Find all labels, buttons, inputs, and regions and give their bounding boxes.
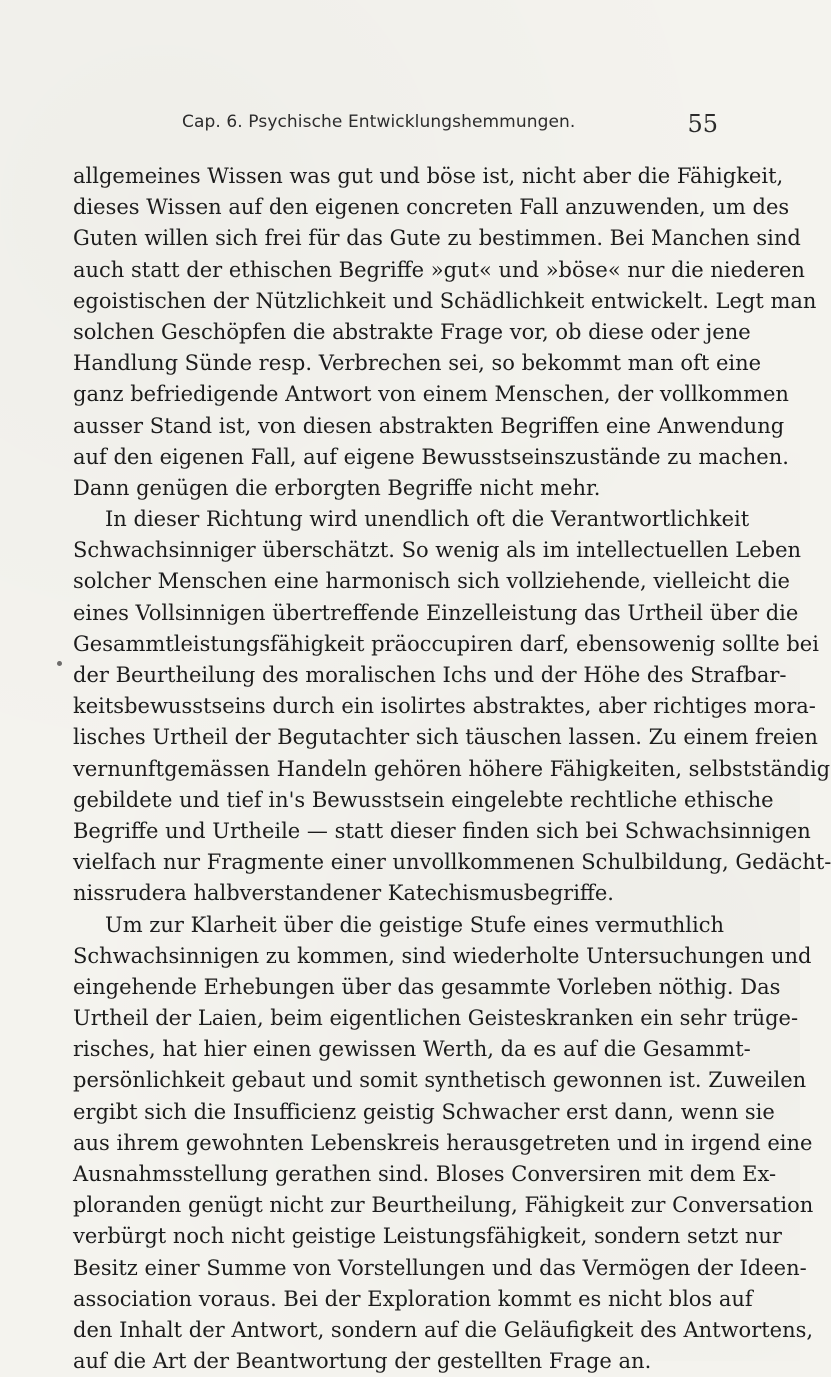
text-line: solcher Menschen eine harmonisch sich vollziehende, vielleicht die	[73, 566, 710, 597]
text-line: dieses Wissen auf den eigenen concreten Fall anzuwenden, um des	[73, 192, 710, 223]
text-line: Handlung Sünde resp. Verbrechen sei, so bekommt man oft eine	[73, 348, 710, 379]
text-line: verbürgt noch nicht geistige Leistungsfähigkeit, sondern setzt nur	[73, 1221, 710, 1252]
text-line: auch statt der ethischen Begriffe »gut« und »böse« nur die niederen	[73, 255, 710, 286]
text-line: vielfach nur Fragmente einer unvollkommenen Schulbildung, Gedächt-	[73, 847, 710, 878]
text-line: association voraus. Bei der Exploration kommt es nicht blos auf	[73, 1284, 710, 1315]
text-line: den Inhalt der Antwort, sondern auf die Geläufigkeit des Antwortens,	[73, 1315, 710, 1346]
text-line: auf den eigenen Fall, auf eigene Bewusstseinszustände zu machen.	[73, 442, 710, 473]
text-line: nissrudera halbverstandener Katechismusbegriffe.	[73, 878, 710, 909]
text-line: vernunftgemässen Handeln gehören höhere Fähigkeiten, selbstständig	[73, 754, 710, 785]
page-number: 55	[687, 110, 718, 138]
text-line: eines Vollsinnigen übertreffende Einzelleistung das Urtheil über die	[73, 598, 710, 629]
text-line: aus ihrem gewohnten Lebenskreis herausgetreten und in irgend eine	[73, 1128, 710, 1159]
page-header	[0, 104, 800, 144]
paragraph	[73, 910, 710, 1377]
text-line: risches, hat hier einen gewissen Werth, da es auf die Gesammt-	[73, 1034, 710, 1065]
text-line: Urtheil der Laien, beim eigentlichen Geisteskranken ein sehr trüge-	[73, 1003, 710, 1034]
running-head: Cap. 6. Psychische Entwicklungshemmungen.	[182, 112, 575, 132]
text-line: egoistischen der Nützlichkeit und Schädlichkeit entwickelt. Legt man	[73, 286, 710, 317]
text-line: allgemeines Wissen was gut und böse ist, nicht aber die Fähigkeit,	[73, 161, 710, 192]
text-line: auf die Art der Beantwortung der gestellten Frage an.	[73, 1346, 710, 1377]
text-line: ploranden genügt nicht zur Beurtheilung, Fähigkeit zur Conversation	[73, 1190, 710, 1221]
text-line: persönlichkeit gebaut und somit synthetisch gewonnen ist. Zuweilen	[73, 1065, 710, 1096]
text-line: Ausnahmsstellung gerathen sind. Bloses Conversiren mit dem Ex-	[73, 1159, 710, 1190]
text-line: der Beurtheilung des moralischen Ichs und der Höhe des Strafbar-	[73, 660, 710, 691]
text-line: Gesammtleistungsfähigkeit präoccupiren darf, ebensowenig sollte bei	[73, 629, 710, 660]
text-line: Dann genügen die erborgten Begriffe nicht mehr.	[73, 473, 710, 504]
text-line: ganz befriedigende Antwort von einem Menschen, der vollkommen	[73, 379, 710, 410]
margin-mark	[57, 661, 62, 666]
paragraph	[73, 504, 710, 909]
text-line: Besitz einer Summe von Vorstellungen und das Vermögen der Ideen-	[73, 1253, 710, 1284]
text-line: eingehende Erhebungen über das gesammte Vorleben nöthig. Das	[73, 972, 710, 1003]
text-line: solchen Geschöpfen die abstrakte Frage vor, ob diese oder jene	[73, 317, 710, 348]
text-line: lisches Urtheil der Begutachter sich täuschen lassen. Zu einem freien	[73, 722, 710, 753]
paragraph	[73, 161, 710, 504]
body-text	[73, 161, 710, 1377]
text-line: Schwachsinniger überschätzt. So wenig als im intellectuellen Leben	[73, 535, 710, 566]
text-line: Um zur Klarheit über die geistige Stufe eines vermuthlich	[73, 910, 710, 941]
text-line: In dieser Richtung wird unendlich oft die Verantwortlichkeit	[73, 504, 710, 535]
text-line: ausser Stand ist, von diesen abstrakten Begriffen eine Anwendung	[73, 411, 710, 442]
text-line: Guten willen sich frei für das Gute zu bestimmen. Bei Manchen sind	[73, 223, 710, 254]
text-line: keitsbewusstseins durch ein isolirtes abstraktes, aber richtiges mora-	[73, 691, 710, 722]
text-line: gebildete und tief in's Bewusstsein eingelebte rechtliche ethische	[73, 785, 710, 816]
text-line: Begriffe und Urtheile — statt dieser finden sich bei Schwachsinnigen	[73, 816, 710, 847]
text-line: ergibt sich die Insufficienz geistig Schwacher erst dann, wenn sie	[73, 1097, 710, 1128]
text-line: Schwachsinnigen zu kommen, sind wiederholte Untersuchungen und	[73, 941, 710, 972]
